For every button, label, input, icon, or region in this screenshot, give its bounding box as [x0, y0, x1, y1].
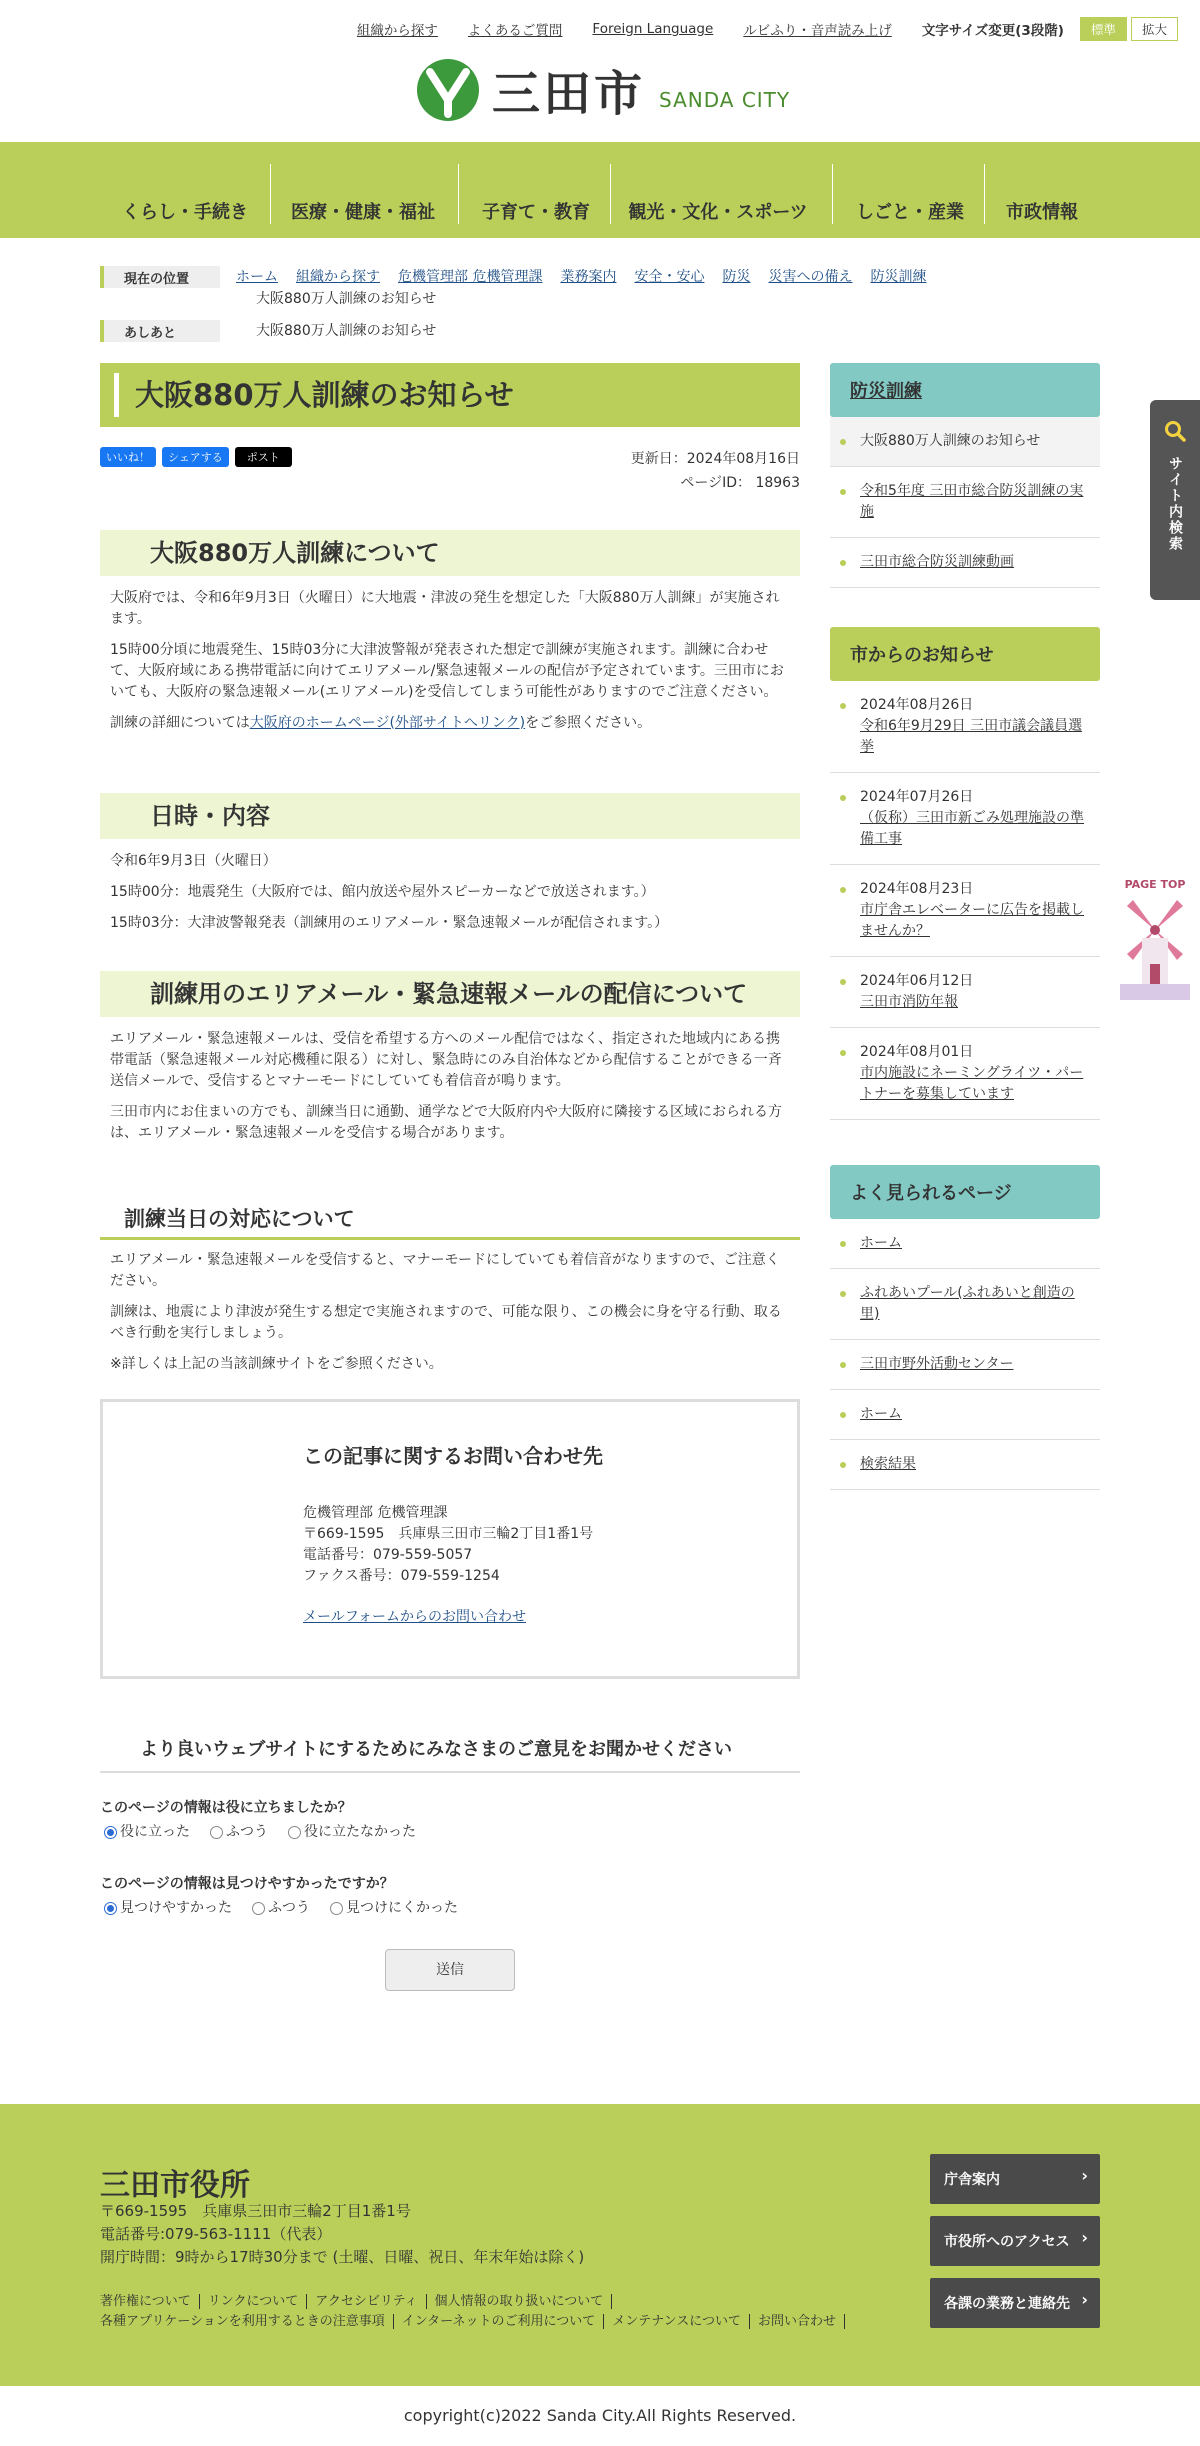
- sidebar-item[interactable]: 三田市総合防災訓練動画: [830, 538, 1100, 588]
- page-top-button[interactable]: [1120, 868, 1190, 1000]
- sns-buttons: [100, 447, 298, 467]
- contact-box: [100, 1399, 800, 1679]
- page-title: 大阪880万人訓練のお知らせ: [114, 373, 514, 417]
- news-item[interactable]: 2024年08月23日 市庁舎エレベーターに広告を掲載しませんか？: [830, 865, 1100, 957]
- paragraph: ※詳しくは上記の当該訓練サイトをご参照ください。: [110, 1356, 443, 1372]
- breadcrumb-home[interactable]: ホーム: [236, 269, 278, 285]
- footer-info: 〒669-1595 兵庫県三田市三輪2丁目1番1号 電話番号:079-563-1111（代表） 開庁時間：9時から17時30分まで (土曜、日曜、祝日、年末年始は除く): [100, 2202, 585, 2266]
- sidebar: [830, 363, 1100, 588]
- nav-work[interactable]: しごと・産業: [856, 202, 964, 223]
- footer-link[interactable]: リンクについて: [208, 2294, 307, 2309]
- footer-link[interactable]: 著作権について: [100, 2294, 200, 2309]
- breadcrumb-drill[interactable]: 防災訓練: [870, 269, 927, 285]
- page-id: ページID： 18963: [680, 475, 800, 491]
- utility-bar: [357, 18, 1178, 40]
- paragraph: 訓練の詳細については大阪府のホームページ(外部サイトへリンク)をご参照ください。: [110, 715, 652, 731]
- paragraph: エリアメール・緊急速報メールを受信すると、マナーモードにしていても着信音がなりますので、ご注意ください。: [110, 1252, 780, 1289]
- paragraph: 大阪府では、令和6年9月3日（火曜日）に大地震・津波の発生を想定した「大阪880万人訓練」が実施されます。: [110, 590, 780, 627]
- survey-question-2: このページの情報は見つけやすかったですか？: [100, 1876, 394, 1892]
- footer-link[interactable]: 個人情報の取り扱いについて: [435, 2294, 613, 2309]
- paragraph: 15時03分：大津波警報発表（訓練用のエリアメール・緊急速報メールが配信されます。）: [110, 915, 669, 931]
- updated-date: 更新日：2024年08月16日: [630, 451, 800, 467]
- q1-option-not-useful[interactable]: 役に立たなかった: [284, 1821, 416, 1841]
- news-item[interactable]: 2024年07月26日 （仮称）三田市新ごみ処理施設の準備工事: [830, 773, 1100, 865]
- news-heading: 市からのお知らせ: [830, 627, 1100, 681]
- organization-search-link[interactable]: 組織から探す: [356, 23, 438, 39]
- nav-childcare[interactable]: 子育て・教育: [482, 202, 590, 223]
- windmill-icon: [1120, 868, 1190, 1000]
- footer-office-name: 三田市役所: [100, 2168, 250, 2203]
- q1-option-normal[interactable]: ふつう: [206, 1821, 268, 1841]
- breadcrumb-label: 現在の位置: [100, 266, 220, 288]
- faq-link[interactable]: よくあるご質問: [467, 23, 563, 39]
- sidebar-news: [830, 627, 1100, 1120]
- osaka-external-link[interactable]: 大阪府のホームページ(外部サイトへリンク): [249, 715, 526, 731]
- contact-address: 〒669-1595 兵庫県三田市三輪2丁目1番1号: [303, 1526, 594, 1542]
- survey-title: より良いウェブサイトにするためにみなさまのご意見をお聞かせください: [100, 1735, 800, 1773]
- facebook-share-button[interactable]: シェアする: [162, 447, 229, 467]
- breadcrumb: [100, 266, 996, 310]
- copyright: copyright(c)2022 Sanda City.All Rights Reserved.: [403, 2406, 797, 2425]
- footprint-value: 大阪880万人訓練のお知らせ: [256, 323, 437, 339]
- popular-item[interactable]: ふれあいプール(ふれあいと創造の里): [830, 1269, 1100, 1340]
- breadcrumb-safety[interactable]: 安全・安心: [634, 269, 705, 285]
- footprint: [100, 320, 996, 342]
- news-item[interactable]: 2024年08月01日 市内施設にネーミングライツ・パートナーを募集しています: [830, 1028, 1100, 1120]
- nav-health[interactable]: 医療・健康・福祉: [291, 202, 435, 223]
- ruby-speech-link[interactable]: ルビふり・音声読み上げ: [743, 23, 892, 39]
- font-size-label: 文字サイズ変更(3段階): [921, 23, 1064, 39]
- foreign-language-link[interactable]: Foreign Language: [592, 21, 714, 37]
- sidebar-heading: [830, 363, 1100, 417]
- q2-option-easy[interactable]: 見つけやすかった: [100, 1897, 232, 1917]
- footer-building-button[interactable]: 庁舎案内 ›: [930, 2154, 1100, 2204]
- breadcrumb-business[interactable]: 業務案内: [560, 269, 617, 285]
- contact-tel: 電話番号：079-559-5057: [303, 1547, 473, 1563]
- search-icon: [1164, 420, 1186, 442]
- q2-option-hard[interactable]: 見つけにくかった: [326, 1897, 458, 1917]
- city-emblem-icon: [416, 58, 480, 122]
- paragraph: 三田市内にお住まいの方でも、訓練当日に通勤、通学などで大阪府内や大阪府に隣接する区域におられる方は、エリアメール・緊急速報メールを受信する場合があります。: [110, 1104, 782, 1141]
- logo-en: SANDA CITY: [659, 87, 791, 112]
- paragraph: 15時00分：地震発生（大阪府では、館内放送や屋外スピーカーなどで放送されます。）: [110, 884, 655, 900]
- section-heading: 訓練用のエリアメール・緊急速報メールの配信について: [100, 971, 800, 1017]
- footer-departments-button[interactable]: 各課の業務と連絡先 ›: [930, 2278, 1100, 2328]
- submit-button[interactable]: 送信: [385, 1949, 515, 1991]
- nav-tourism[interactable]: 観光・文化・スポーツ: [628, 202, 808, 223]
- main-content: [100, 363, 800, 1978]
- popular-item[interactable]: ホーム: [830, 1390, 1100, 1440]
- news-item[interactable]: 2024年08月26日 令和6年9月29日 三田市議会議員選挙: [830, 681, 1100, 773]
- feedback-survey: [100, 1735, 800, 1991]
- section-heading: 大阪880万人訓練について: [100, 530, 800, 576]
- facebook-like-button[interactable]: いいね！: [100, 447, 156, 467]
- q1-option-useful[interactable]: 役に立った: [100, 1821, 190, 1841]
- nav-city-info[interactable]: 市政情報: [1006, 202, 1078, 223]
- font-size-standard-button[interactable]: 標準: [1080, 17, 1127, 41]
- popular-heading: よく見られるページ: [830, 1165, 1100, 1219]
- footer-access-button[interactable]: 市役所へのアクセス ›: [930, 2216, 1100, 2266]
- page-meta: [631, 447, 800, 495]
- paragraph: エリアメール・緊急速報メールは、受信を希望する方へのメール配信ではなく、指定された地域内にある携帯電話（緊急速報メール対応機種に限る）に対し、緊急時にのみ自治体などから配信することができる一斉送信メールで、受信するとマナーモードにしていても着信音が鳴ります。: [110, 1031, 782, 1089]
- footer-link[interactable]: 各種アプリケーションを利用するときの注意事項: [100, 2314, 394, 2329]
- news-item[interactable]: 2024年06月12日 三田市消防年報: [830, 957, 1100, 1028]
- paragraph: 訓練は、地震により津波が発生する想定で実施されますので、可能な限り、この機会に身を守る行動、取るべき行動を実行しましょう。: [110, 1304, 782, 1341]
- mail-form-link[interactable]: メールフォームからのお問い合わせ: [303, 1609, 527, 1625]
- q2-option-normal[interactable]: ふつう: [248, 1897, 310, 1917]
- footer-link[interactable]: お問い合わせ: [758, 2314, 845, 2329]
- footer-link[interactable]: メンテナンスについて: [612, 2314, 750, 2329]
- paragraph: 令和6年9月3日（火曜日）: [110, 853, 277, 869]
- survey-question-1: このページの情報は役に立ちましたか？: [100, 1800, 352, 1816]
- subsection-heading: 訓練当日の対応について: [100, 1203, 800, 1240]
- site-search-tab[interactable]: [1150, 400, 1200, 600]
- breadcrumb-dept[interactable]: 危機管理部 危機管理課: [398, 269, 543, 285]
- footer-links: [100, 2292, 900, 2332]
- breadcrumb-current: 大阪880万人訓練のお知らせ: [256, 291, 437, 307]
- popular-item[interactable]: 検索結果: [830, 1440, 1100, 1490]
- contact-dept: 危機管理部 危機管理課: [303, 1505, 448, 1521]
- footprint-label: あしあと: [100, 320, 220, 342]
- nav-living[interactable]: くらし・手続き: [122, 202, 248, 223]
- popular-item[interactable]: ホーム: [830, 1219, 1100, 1269]
- breadcrumb-disaster[interactable]: 災害への備え: [768, 269, 853, 285]
- site-logo[interactable]: [416, 55, 790, 124]
- site-search-label: サイト内検索: [1167, 456, 1183, 552]
- logo-name: 三田市: [492, 66, 646, 122]
- contact-title: この記事に関するお問い合わせ先: [303, 1444, 603, 1468]
- section-heading: 日時・内容: [100, 793, 800, 839]
- font-size-large-button[interactable]: 拡大: [1131, 17, 1178, 41]
- breadcrumb-org[interactable]: 組織から探す: [296, 269, 380, 285]
- footer-link[interactable]: アクセシビリティ: [315, 2294, 426, 2309]
- page-top-label: PAGE TOP: [1124, 878, 1186, 891]
- footer: [0, 2104, 1200, 2386]
- sidebar-item: 大阪880万人訓練のお知らせ: [830, 417, 1100, 467]
- breadcrumb-bousai[interactable]: 防災: [722, 269, 751, 285]
- sidebar-item[interactable]: 令和5年度 三田市総合防災訓練の実施: [830, 467, 1100, 538]
- bousai-heading-link[interactable]: 防災訓練: [850, 381, 922, 402]
- contact-fax: ファクス番号：079-559-1254: [303, 1568, 500, 1584]
- global-nav: [0, 142, 1200, 238]
- popular-item[interactable]: 三田市野外活動センター: [830, 1340, 1100, 1390]
- footer-link[interactable]: インターネットのご利用について: [402, 2314, 605, 2329]
- paragraph: 15時00分頃に地震発生、15時03分に大津波警報が発表された想定で訓練が実施されます。訓練に合わせて、大阪府域にある携帯電話に向けてエリアメール/緊急速報メールの配信が予定されています。三田市においても、大阪府の緊急速報メール(エリアメール)を受信してしまう可能性がありますのでご注意ください。: [110, 642, 784, 700]
- sidebar-popular: [830, 1165, 1100, 1490]
- page-title-box: [100, 363, 800, 427]
- x-post-button[interactable]: ポスト: [235, 447, 292, 467]
